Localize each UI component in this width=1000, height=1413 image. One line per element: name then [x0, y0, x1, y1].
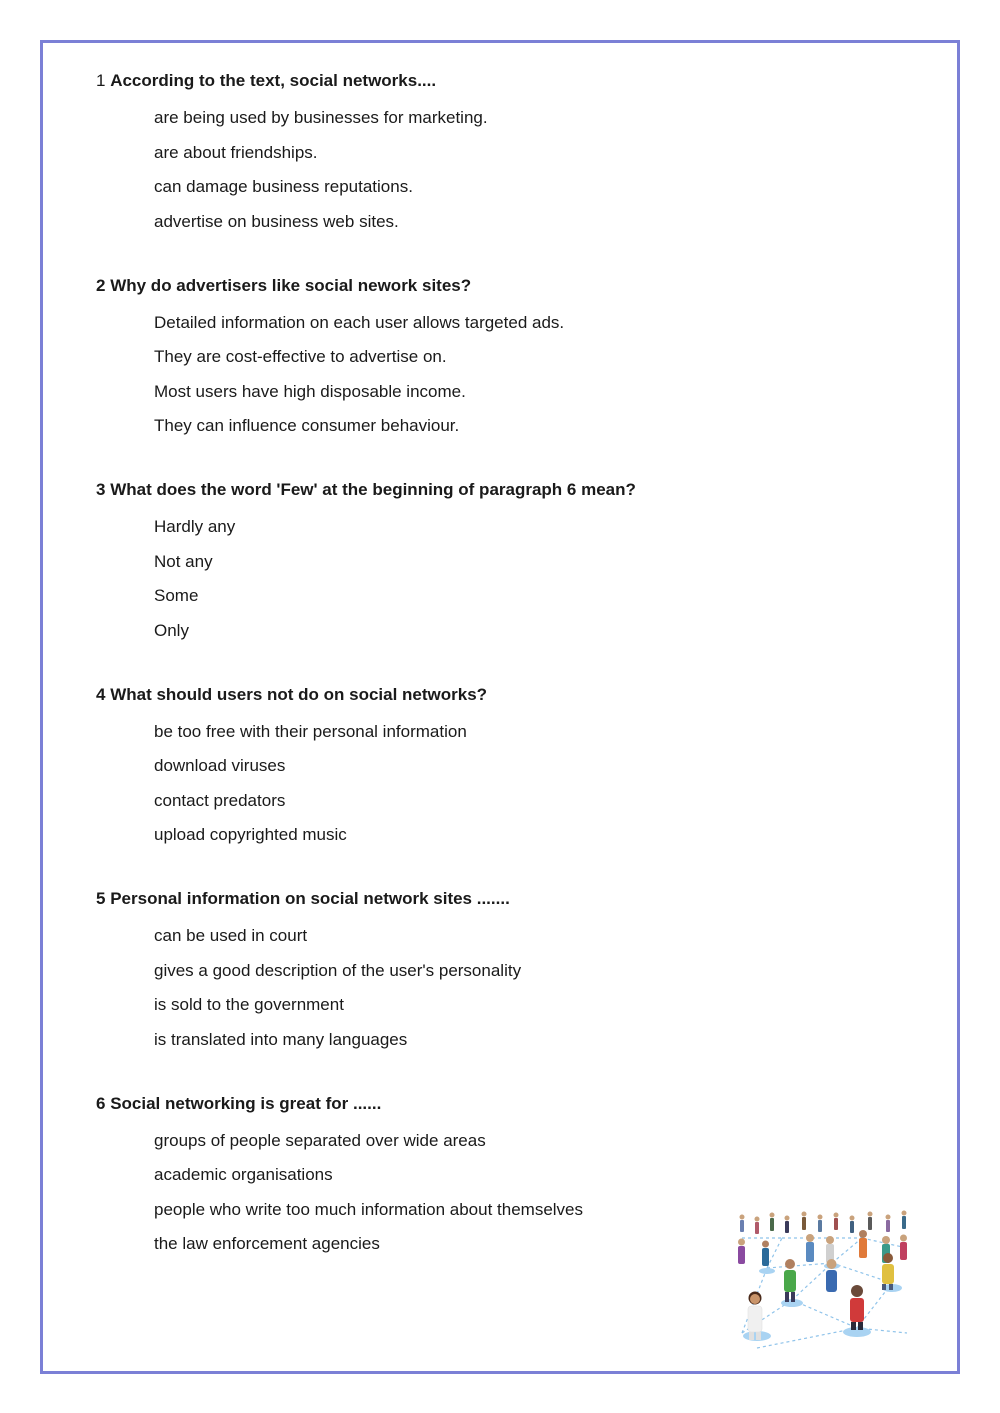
social-network-illustration	[722, 1208, 914, 1358]
question-number: 1	[96, 71, 106, 90]
question-heading	[96, 1094, 916, 1114]
question-prompt: Why do advertisers like social nework sites?	[110, 276, 472, 295]
answer-option[interactable]: is translated into many languages	[154, 1030, 408, 1049]
answer-option[interactable]: contact predators	[154, 791, 286, 810]
answer-option[interactable]: download viruses	[154, 756, 286, 775]
question-prompt: Personal information on social network sites .......	[110, 889, 510, 908]
answer-option[interactable]: be too free with their personal information	[154, 722, 467, 741]
question-prompt: Social networking is great for ......	[110, 1094, 382, 1113]
question-4	[96, 685, 916, 844]
question-heading	[96, 71, 916, 91]
answer-option[interactable]: advertise on business web sites.	[154, 212, 399, 231]
answer-option[interactable]: Not any	[154, 552, 213, 571]
question-heading	[96, 480, 916, 500]
question-2	[96, 276, 916, 435]
people-figures	[738, 1211, 907, 1341]
answer-option[interactable]: Most users have high disposable income.	[154, 382, 466, 401]
question-5	[96, 889, 916, 1049]
answer-option[interactable]: Detailed information on each user allows targeted ads.	[154, 313, 565, 332]
answer-option[interactable]: can be used in court	[154, 926, 308, 945]
answer-option[interactable]: are being used by businesses for marketing.	[154, 108, 488, 127]
answer-option[interactable]: are about friendships.	[154, 143, 318, 162]
answer-option[interactable]: gives a good description of the user's personality	[154, 961, 522, 980]
question-prompt: According to the text, social networks....	[110, 71, 437, 90]
question-prompt: What should users not do on social networks?	[110, 685, 488, 704]
question-prompt: What does the word 'Few' at the beginning of paragraph 6 mean?	[110, 480, 636, 499]
answer-option[interactable]: can damage business reputations.	[154, 177, 413, 196]
answer-option[interactable]: Some	[154, 586, 199, 605]
answer-option[interactable]: Hardly any	[154, 517, 236, 536]
network-nodes	[743, 1263, 902, 1341]
answer-option[interactable]: groups of people separated over wide areas	[154, 1131, 486, 1150]
answer-option[interactable]: academic organisations	[154, 1165, 333, 1184]
question-6	[96, 1094, 916, 1253]
question-3	[96, 480, 916, 640]
question-number: 5	[96, 889, 106, 908]
question-number: 6	[96, 1094, 106, 1113]
question-1	[96, 71, 916, 231]
question-heading	[96, 685, 916, 705]
question-heading	[96, 276, 916, 296]
answer-option[interactable]: the law enforcement agencies	[154, 1234, 380, 1253]
question-heading	[96, 889, 916, 909]
question-number: 4	[96, 685, 106, 704]
answer-option[interactable]: They are cost-effective to advertise on.	[154, 347, 447, 366]
answer-option[interactable]: They can influence consumer behaviour.	[154, 416, 460, 435]
question-number: 3	[96, 480, 106, 499]
answer-option[interactable]: is sold to the government	[154, 995, 344, 1014]
question-number: 2	[96, 276, 106, 295]
answer-option[interactable]: Only	[154, 621, 189, 640]
answer-option[interactable]: upload copyrighted music	[154, 825, 347, 844]
answer-option[interactable]: people who write too much information about themselves	[154, 1200, 584, 1219]
